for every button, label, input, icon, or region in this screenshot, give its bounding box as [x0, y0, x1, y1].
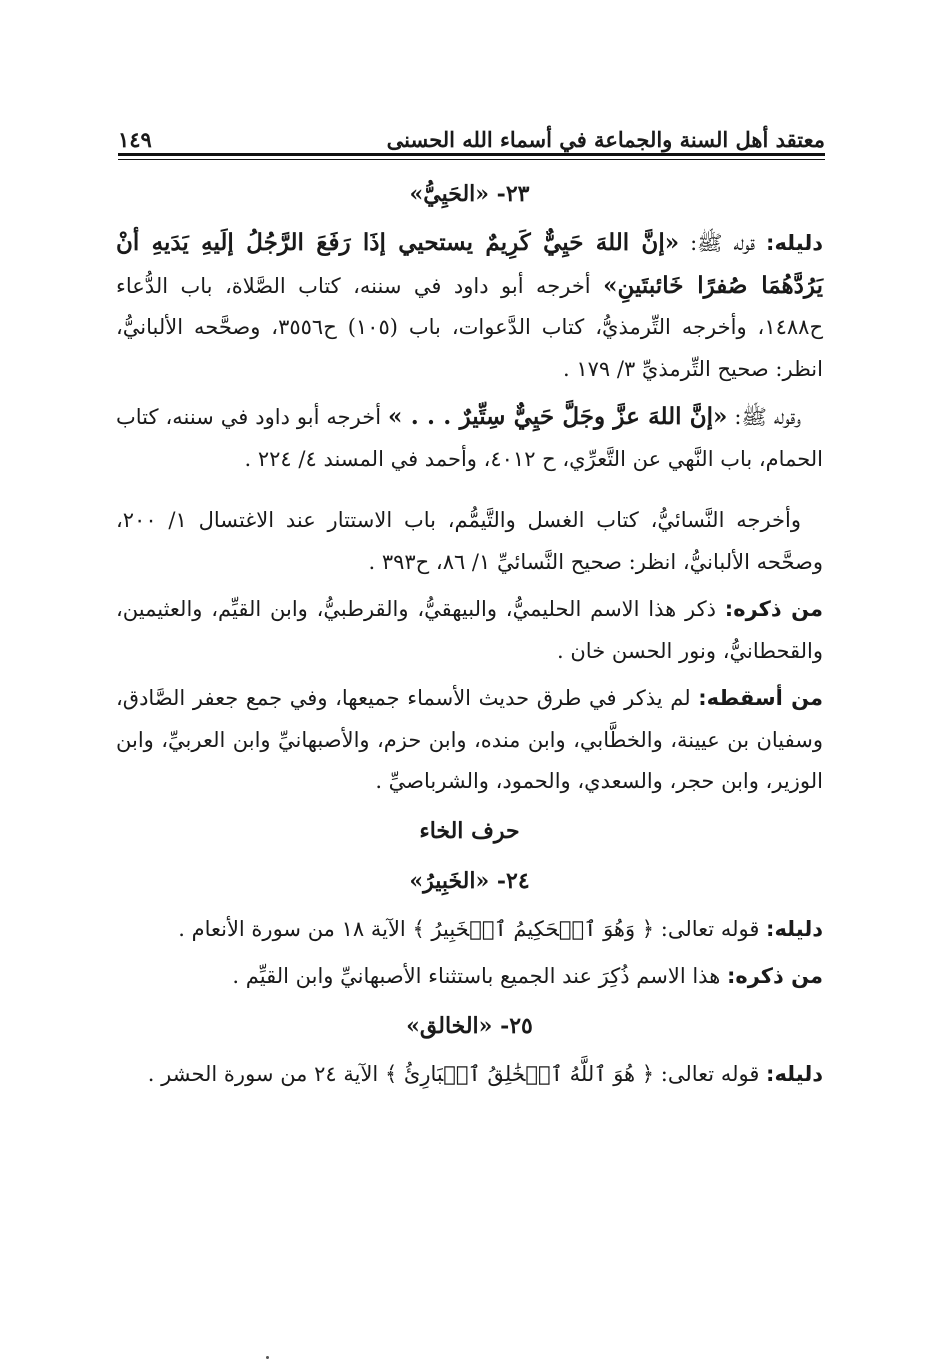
evidence-label: دليله:	[766, 1061, 823, 1086]
scan-speck	[266, 1356, 269, 1359]
ayah-text: ﴿ وَهُوَ ٱلۡحَكِيمُ ٱلۡخَبِيرُ ﴾	[412, 916, 655, 941]
evidence-citation: الآية ١٨ من سورة الأنعام .	[178, 916, 413, 941]
section-24-mentioned-by	[116, 956, 823, 998]
hadith-text: «إنَّ اللهَ حَيِيٌّ كَرِيمٌ يستحيي إذَا رَفَعَ الرَّجُلُ إلَيهِ يَدَيهِ أنْ يَرُدَّهُمَا صُفرًا خَائبتَينِ»	[116, 229, 824, 299]
section-23-extraction: وأخرجه النَّسائيُّ، كتاب الغسل والتَّيمُّم، باب الاستتار عند الاغتسال ١/ ٢٠٠، وصحَّحه الألبانيُّ، انظر: صحيح النَّسائيِّ ١/ ٨٦، ح٣٩٣ .	[116, 508, 823, 574]
mentioned-by-text: ذكر هذا الاسم الحليميُّ، والبيهقيُّ، والقرطبيُّ، وابن القيِّم، والعثيمين، والقحطانيُّ، ونور الحسن خان .	[116, 597, 823, 663]
page-body	[116, 172, 823, 1101]
evidence-intro: وقوله ﷺ:	[727, 405, 801, 429]
section-25-evidence	[116, 1054, 823, 1096]
page-number: ١٤٩	[118, 127, 152, 152]
evidence-citation: أخرجه أبو داود في سننه، كتاب الحمام، باب النَّهي عن التَّعرِّي، ح ٤٠١٢، وأحمد في المسند ٤/ ٢٢٤ .	[116, 405, 823, 471]
header-rule-thin	[118, 159, 825, 160]
letter-heading: حرف الخاء	[419, 817, 520, 844]
section-23-omitted-by	[116, 678, 823, 803]
section-25-heading: ٢٥- «الخالق»	[406, 1012, 533, 1039]
header-rule-thick	[118, 153, 825, 156]
section-23-mentioned-by	[116, 589, 823, 672]
section-24-heading: ٢٤- «الخَبِيرُ»	[409, 867, 530, 894]
evidence-label: دليله:	[766, 231, 823, 255]
running-header	[118, 112, 825, 152]
section-23-evidence-2	[116, 396, 823, 480]
evidence-intro: قوله تعالى:	[654, 1061, 767, 1086]
evidence-citation: الآية ٢٤ من سورة الحشر .	[147, 1061, 385, 1086]
section-23-heading: ٢٣- «الحَيِيُّ»	[409, 181, 530, 207]
section-23-evidence	[116, 222, 823, 390]
mentioned-by-text: هذا الاسم ذُكِرَ عند الجميع باستثناء الأصبهانيِّ وابن القيِّم .	[232, 964, 727, 988]
evidence-label: دليله:	[766, 916, 823, 941]
section-24-evidence	[116, 909, 823, 951]
evidence-citation: أخرجه أبو داود في سننه، كتاب الصَّلاة، باب الدُّعاء ح١٤٨٨، وأخرجه التِّرمذيُّ، كتاب الدَّعوات، باب (١٠٥) ح٣٥٥٦، وصحَّحه الألبانيُّ، انظر: صحيح التِّرمذيِّ ٣/ ١٧٩ .	[116, 273, 824, 381]
omitted-by-label: من أسقطه:	[698, 686, 824, 710]
mentioned-by-label: من ذكره:	[726, 964, 823, 988]
evidence-intro: قوله ﷺ:	[679, 231, 767, 255]
evidence-intro: قوله تعالى:	[654, 916, 767, 941]
omitted-by-text: لم يذكر في طرق حديث الأسماء جميعها، وفي جمع جعفر الصَّادق، وسفيان بن عيينة، والخطَّابي، وابن منده، وابن حزم، والأصبهانيِّ وابن العربيِّ، وابن الوزير، وابن حجر، والسعدي، والحمود، والشرباصيِّ .	[116, 686, 823, 793]
hadith-text: «إنَّ اللهَ عزَّ وجَلَّ حَيِيٌّ سِتِّيرٌ . . . »	[388, 403, 728, 430]
header-title: معتقد أهل السنة والجماعة في أسماء الله الحسنى	[386, 127, 825, 152]
ayah-text: ﴿ هُوَ ٱللَّهُ ٱلۡخَٰلِقُ ٱلۡبَارِئُ ﴾	[384, 1061, 655, 1086]
mentioned-by-label: من ذكره:	[724, 597, 823, 621]
spacer	[116, 486, 823, 500]
